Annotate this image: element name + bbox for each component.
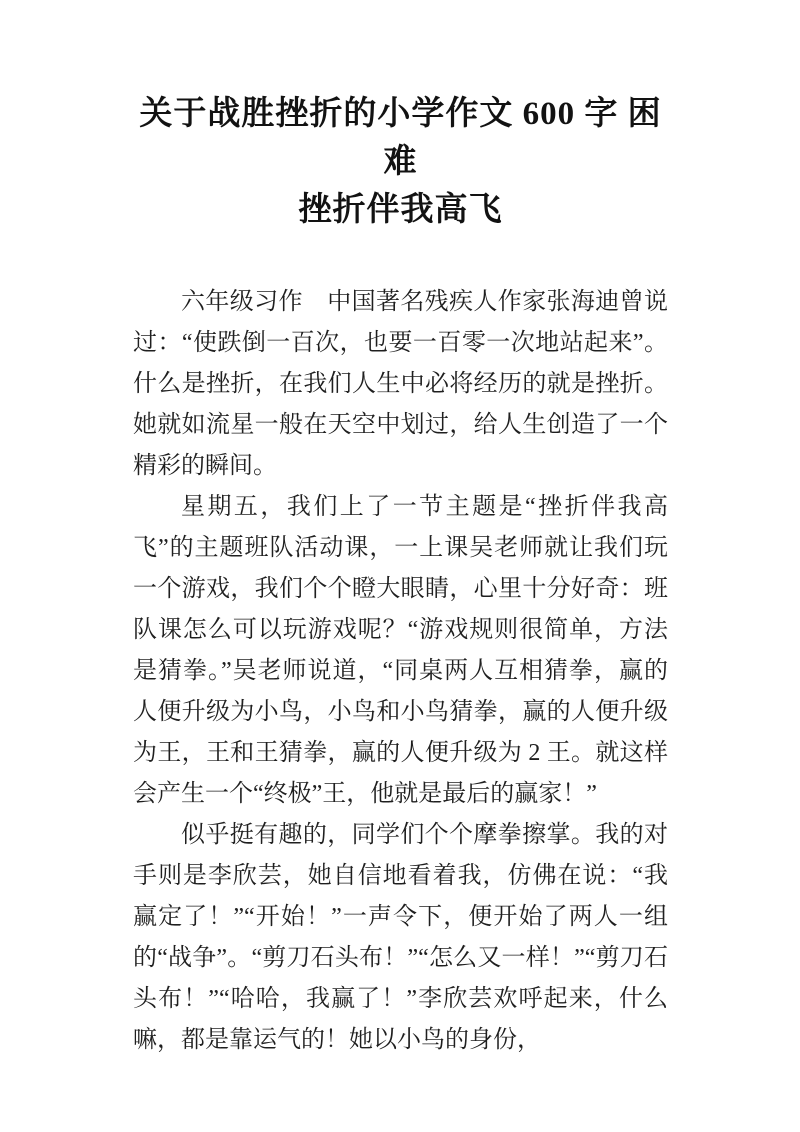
document-title	[133, 90, 668, 234]
title-line-2: 挫折伴我高飞	[298, 192, 503, 228]
title-line-1: 关于战胜挫折的小学作文 600 字 困难	[139, 96, 662, 180]
document-body	[133, 282, 668, 1061]
paragraph-class-activity: 星期五，我们上了一节主题是“挫折伴我高飞”的主题班队活动课，一上课吴老师就让我们玩一个游戏，我们个个瞪大眼睛，心里十分好奇：班队课怎么可以玩游戏呢？“游戏规则很简单，方法是猜拳。”吴老师说道，“同桌两人互相猜拳，赢的人便升级为小鸟，小鸟和小鸟猜拳，赢的人便升级为王，王和王猜拳，赢的人便升级为 2 王。就这样会产生一个“终极”王，他就是最后的赢家！”	[133, 494, 668, 807]
paragraph-game: 似乎挺有趣的，同学们个个摩拳擦掌。我的对手则是李欣芸，她自信地看着我，仿佛在说：“我赢定了！”“开始！”一声令下，便开始了两人一组的“战争”。“剪刀石头布！”“怎么又一样！”“剪刀石头布！”“哈哈，我赢了！”李欣芸欢呼起来，什么嘛，都是靠运气的！她以小鸟的身份，	[133, 822, 668, 1053]
document-page	[0, 90, 800, 1132]
paragraph-intro: 六年级习作 中国著名残疾人作家张海迪曾说过：“使跌倒一百次，也要一百零一次地站起来”。什么是挫折，在我们人生中必将经历的就是挫折。她就如流星一般在天空中划过，给人生创造了一个精彩的瞬间。	[133, 289, 668, 479]
